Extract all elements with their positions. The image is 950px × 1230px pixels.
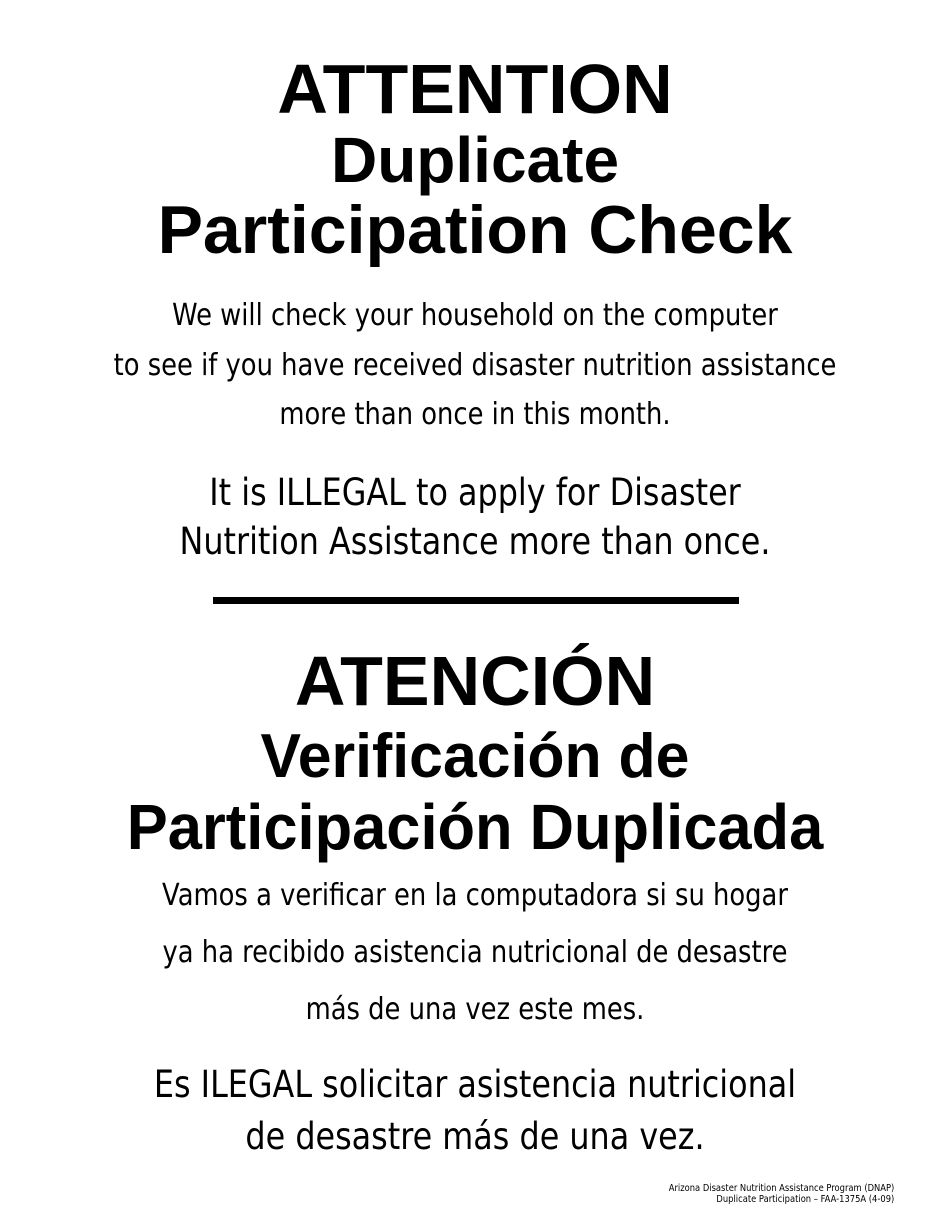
footer-program-name: Arizona Disaster Nutrition Assistance Program (DNAP) (668, 1183, 894, 1194)
spanish-body-line2: ya ha recibido asistencia nutricional de desastre (162, 935, 788, 970)
english-heading: ATTENTION (277, 50, 673, 128)
english-warning-line2: Nutrition Assistance more than once. (179, 520, 771, 563)
english-subheading-line1: Duplicate (330, 124, 620, 196)
english-subheading-line2: Participation Check (157, 192, 793, 268)
spanish-body-line3: más de una vez este mes. (305, 992, 645, 1027)
english-body-line2: to see if you have received disaster nutrition assistance (113, 348, 837, 383)
form-footer (668, 1183, 894, 1205)
spanish-warning-line2: de desastre más de una vez. (245, 1115, 705, 1158)
section-divider (213, 597, 739, 604)
spanish-subheading-line1: Verificación de (260, 722, 690, 791)
spanish-subheading-line2: Participación Duplicada (126, 791, 824, 863)
spanish-warning-line1: Es ILEGAL solicitar asistencia nutricional (153, 1063, 797, 1106)
spanish-body-line1: Vamos a verificar en la computadora si su hogar (162, 878, 788, 913)
english-warning-line1: It is ILLEGAL to apply for Disaster (209, 471, 741, 514)
english-body-line3: more than once in this month. (279, 397, 671, 432)
english-body-line1: We will check your household on the computer (172, 298, 778, 333)
footer-form-number: Duplicate Participation – FAA-1375A (4-09) (716, 1194, 894, 1205)
spanish-heading: ATENCIÓN (294, 642, 656, 720)
